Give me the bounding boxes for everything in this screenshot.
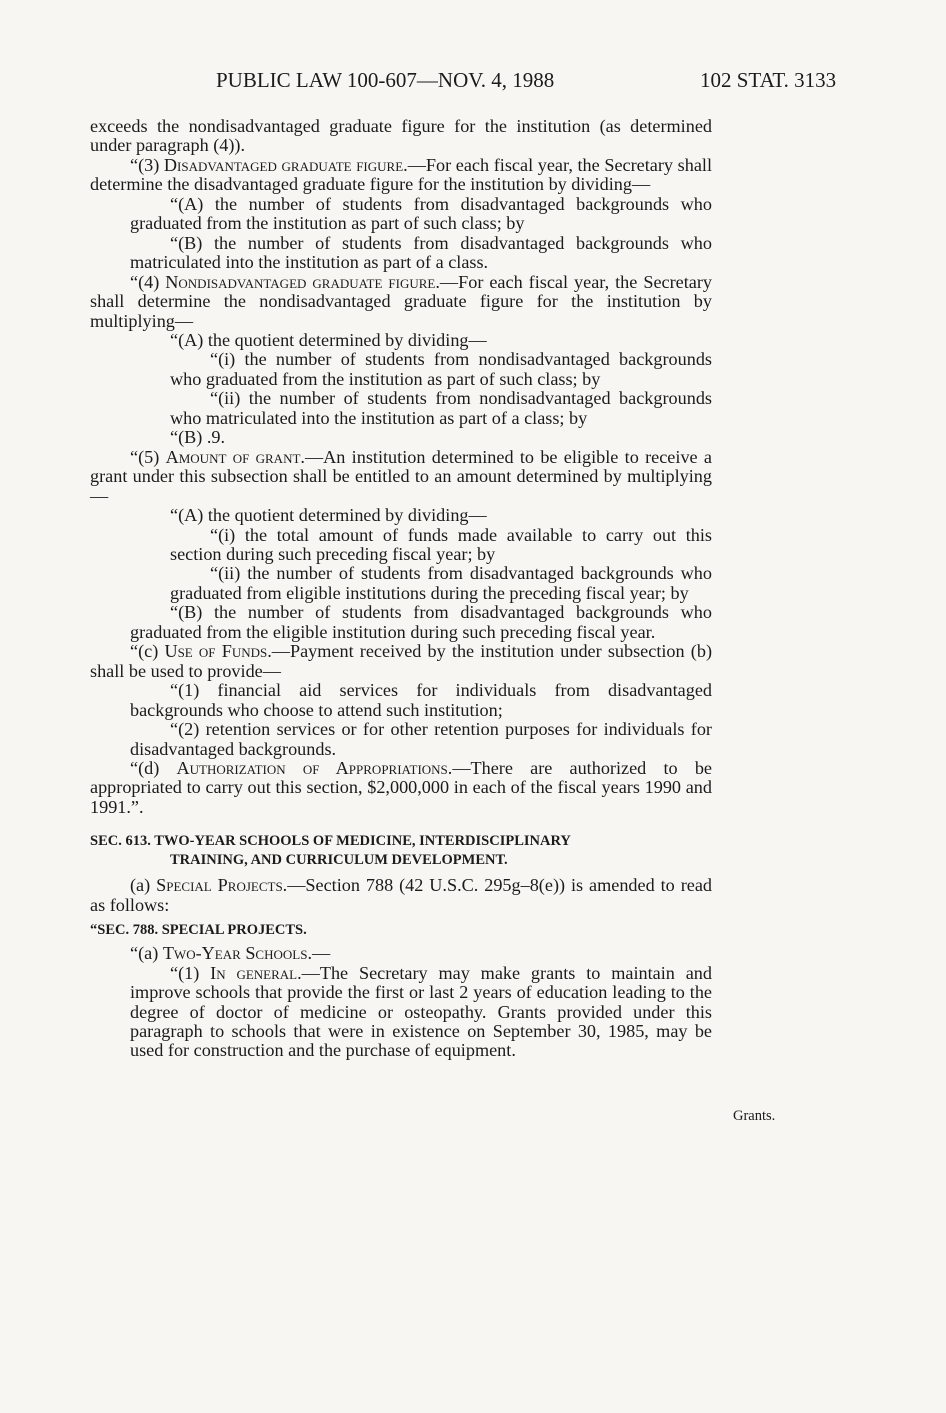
- body-text: [90, 117, 712, 1061]
- paragraph-3-disadvantaged-graduate-figure: “(3) Disadvantaged graduate figure.—For each fiscal year, the Secretary shall determine the disadvantaged graduate figure for the institution by dividing—: [90, 154, 713, 195]
- paragraph-continuation: exceeds the nondisadvantaged graduate figure for the institution (as determined under paragraph (4)).: [90, 116, 712, 156]
- subparagraph-4b: “(B) .9.: [170, 427, 226, 448]
- subsection-a-special-projects: (a) Special Projects.—Section 788 (42 U.S.C. 295g–8(e)) is amended to read as follows:: [90, 875, 712, 915]
- subparagraph-4a: “(A) the quotient determined by dividing—: [170, 329, 487, 350]
- paragraph-heading: Use of Funds.: [164, 641, 272, 662]
- clause-4a-i: “(i) the number of students from nondisadvantaged backgrounds who graduated from the institution as part of such class; by: [170, 349, 712, 389]
- subparagraph-3b: “(B) the number of students from disadvantaged backgrounds who matriculated into the institution as part of a class.: [130, 232, 712, 273]
- stat-page-number: 102 STAT. 3133: [700, 68, 837, 92]
- paragraph-heading: Special Projects.: [156, 875, 288, 896]
- paragraph-4-nondisadvantaged-graduate-figure: “(4) Nondisadvantaged graduate figure.—For each fiscal year, the Secretary shall determine the nondisadvantaged graduate figure for the institution by multiplying—: [90, 271, 712, 331]
- paragraph-heading: Amount of grant.: [165, 446, 305, 467]
- clause-4a-ii: “(ii) the number of students from nondisadvantaged backgrounds who matriculated into the institution as part of a class; by: [170, 388, 712, 428]
- paragraph-heading: Authorization of Appropriations.: [176, 757, 453, 778]
- paragraph-heading: Two-Year Schools.: [162, 943, 312, 964]
- paragraph-heading: Disadvantaged graduate figure.: [163, 154, 408, 175]
- subsection-d-authorization: “(d) Authorization of Appropriations.—There are authorized to be appropriated to carry out this section, $2,000,000 in each of the fiscal years 1990 and 1991.”.: [90, 757, 712, 817]
- section-613-heading: SEC. 613. TWO-YEAR SCHOOLS OF MEDICINE, INTERDISCIPLINARY TRAINING, AND CURRICULUM DEVELOPMENT.: [90, 833, 571, 869]
- subparagraph-5a: “(A) the quotient determined by dividing—: [170, 505, 487, 526]
- subsection-c-use-of-funds: “(c) Use of Funds.—Payment received by the institution under subsection (b) shall be used to provide—: [90, 641, 713, 681]
- page-header: [0, 68, 946, 98]
- paragraph-heading: Nondisadvantaged graduate figure.: [165, 271, 440, 292]
- running-title: PUBLIC LAW 100-607—NOV. 4, 1988: [216, 68, 555, 92]
- paragraph-heading: In general.: [210, 962, 302, 983]
- section-788-heading: “SEC. 788. SPECIAL PROJECTS.: [90, 922, 307, 939]
- paragraph-5-amount-of-grant: “(5) Amount of grant.—An institution determined to be eligible to receive a grant under this subsection shall be entitled to an amount determined by multiplying—: [90, 446, 712, 506]
- clause-5a-ii: “(ii) the number of students from disadvantaged backgrounds who graduated from eligible institutions during the preceding fiscal year; by: [170, 563, 712, 603]
- paragraph-c2: “(2) retention services or for other retention purposes for individuals for disadvantaged backgrounds.: [130, 719, 712, 759]
- clause-5a-i: “(i) the total amount of funds made available to carry out this section during such preceding fiscal year; by: [170, 524, 712, 564]
- subsection-a-two-year-schools: “(a) Two-Year Schools.—: [130, 943, 331, 964]
- paragraph-a1-in-general: “(1) In general.—The Secretary may make grants to maintain and improve schools that provide the first or last 2 years of education leading to the degree of doctor of medicine or osteopathy. Grants provided under this paragraph to schools that were in existence on September 30, 1985, may be used for construction and the purchase of equipment.: [130, 962, 712, 1061]
- subparagraph-3a: “(A) the number of students from disadvantaged backgrounds who graduated from the institution as part of such class; by: [130, 193, 712, 234]
- margin-note-grants: Grants.: [733, 1108, 776, 1124]
- paragraph-c1: “(1) financial aid services for individuals from disadvantaged backgrounds who choose to attend such institution;: [130, 680, 712, 720]
- subparagraph-5b: “(B) the number of students from disadvantaged backgrounds who graduated from the eligible institution during such preceding fiscal year.: [130, 602, 712, 642]
